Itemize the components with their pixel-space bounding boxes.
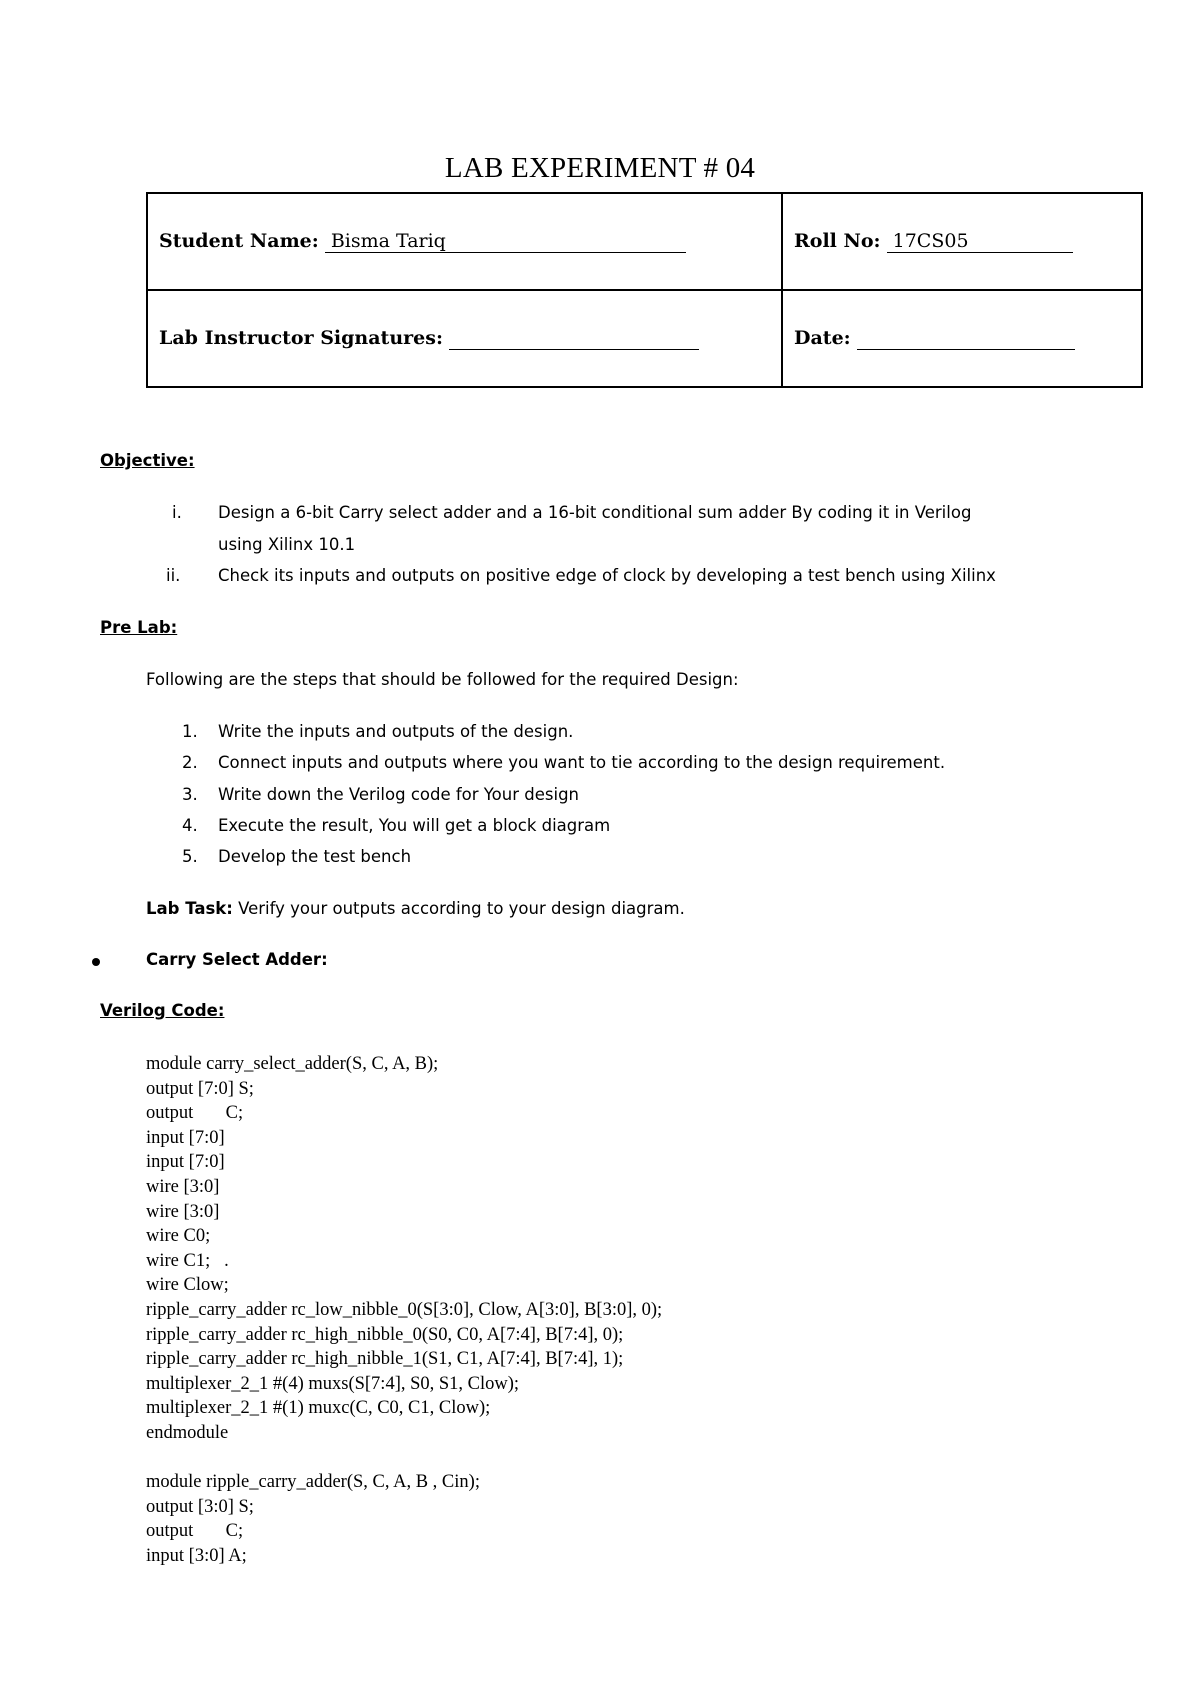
roll-no-cell: [782, 193, 1142, 290]
code-line: module ripple_carry_adder(S, C, A, B , Cin);: [146, 1472, 480, 1493]
code-line: wire [3:0]: [146, 1201, 220, 1222]
carry-select-adder-title: Carry Select Adder:: [146, 950, 328, 969]
step-marker-3: 3.: [182, 785, 198, 804]
student-name-cell: [147, 193, 782, 290]
student-name-field: Bisma Tariq: [325, 232, 686, 253]
bullet-dot-icon: [92, 958, 100, 966]
objective-marker-1: i.: [172, 503, 182, 522]
step-marker-5: 5.: [182, 847, 198, 866]
code-line: multiplexer_2_1 #(1) muxc(C, C0, C1, Clow);: [146, 1398, 491, 1419]
step-marker-1: 1.: [182, 722, 198, 741]
student-info-table: [146, 192, 1143, 388]
objective-marker-2: ii.: [166, 566, 181, 585]
code-line: wire Clow;: [146, 1275, 229, 1296]
date-cell: [782, 290, 1142, 387]
objective-heading: Objective:: [100, 451, 195, 470]
code-line: output C;: [146, 1521, 244, 1542]
objective-item-2-line-1: Check its inputs and outputs on positive edge of clock by developing a test bench using Xilinx: [218, 566, 996, 585]
step-marker-4: 4.: [182, 816, 198, 835]
code-line: ripple_carry_adder rc_high_nibble_1(S1, C1, A[7:4], B[7:4], 1);: [146, 1349, 624, 1370]
lab-task-label: Lab Task:: [146, 899, 233, 918]
code-line: multiplexer_2_1 #(4) muxs(S[7:4], S0, S1, Clow);: [146, 1373, 520, 1394]
instructor-signature-field: [449, 329, 699, 350]
code-line: wire [3:0]: [146, 1176, 220, 1197]
code-line: ripple_carry_adder rc_low_nibble_0(S[3:0], Clow, A[3:0], B[3:0], 0);: [146, 1299, 663, 1320]
code-line: input [7:0]: [146, 1127, 225, 1148]
code-line: input [3:0] A;: [146, 1545, 247, 1566]
student-name-label: Student Name:: [159, 230, 319, 253]
objective-item-1-line-2: using Xilinx 10.1: [218, 535, 356, 554]
date-field: [857, 329, 1075, 350]
lab-task-text: Verify your outputs according to your design diagram.: [232, 899, 685, 918]
code-line: output [3:0] S;: [146, 1496, 254, 1517]
step-text-1: Write the inputs and outputs of the design.: [218, 722, 574, 741]
verilog-code-block: [146, 1052, 662, 1568]
code-line: module carry_select_adder(S, C, A, B);: [146, 1054, 439, 1074]
code-line: [146, 1446, 662, 1471]
step-text-4: Execute the result, You will get a block diagram: [218, 816, 611, 835]
page-title: LAB EXPERIMENT # 04: [444, 152, 756, 184]
code-line: input [7:0]: [146, 1152, 225, 1173]
code-line: output [7:0] S;: [146, 1078, 254, 1099]
lab-task: [146, 899, 685, 918]
instructor-signature-label: Lab Instructor Signatures:: [159, 327, 443, 350]
code-line: ripple_carry_adder rc_high_nibble_0(S0, C0, A[7:4], B[7:4], 0);: [146, 1324, 624, 1345]
instructor-signature-cell: [147, 290, 782, 387]
step-text-3: Write down the Verilog code for Your design: [218, 785, 579, 804]
roll-no-label: Roll No:: [794, 230, 881, 253]
step-text-5: Develop the test bench: [218, 847, 412, 866]
step-marker-2: 2.: [182, 753, 198, 772]
step-text-2: Connect inputs and outputs where you want to tie according to the design requirement.: [218, 753, 946, 772]
code-line: wire C0;: [146, 1226, 211, 1247]
prelab-intro: Following are the steps that should be followed for the required Design:: [146, 670, 739, 689]
prelab-heading: Pre Lab:: [100, 618, 178, 637]
code-line: output C;: [146, 1103, 244, 1124]
roll-no-field: 17CS05: [887, 232, 1073, 253]
code-line: endmodule: [146, 1422, 229, 1443]
date-label: Date:: [794, 327, 851, 350]
objective-item-1-line-1: Design a 6-bit Carry select adder and a 16-bit conditional sum adder By coding it in Verilog: [218, 503, 972, 522]
verilog-code-heading: Verilog Code:: [100, 1001, 225, 1020]
code-line: wire C1; .: [146, 1250, 229, 1271]
